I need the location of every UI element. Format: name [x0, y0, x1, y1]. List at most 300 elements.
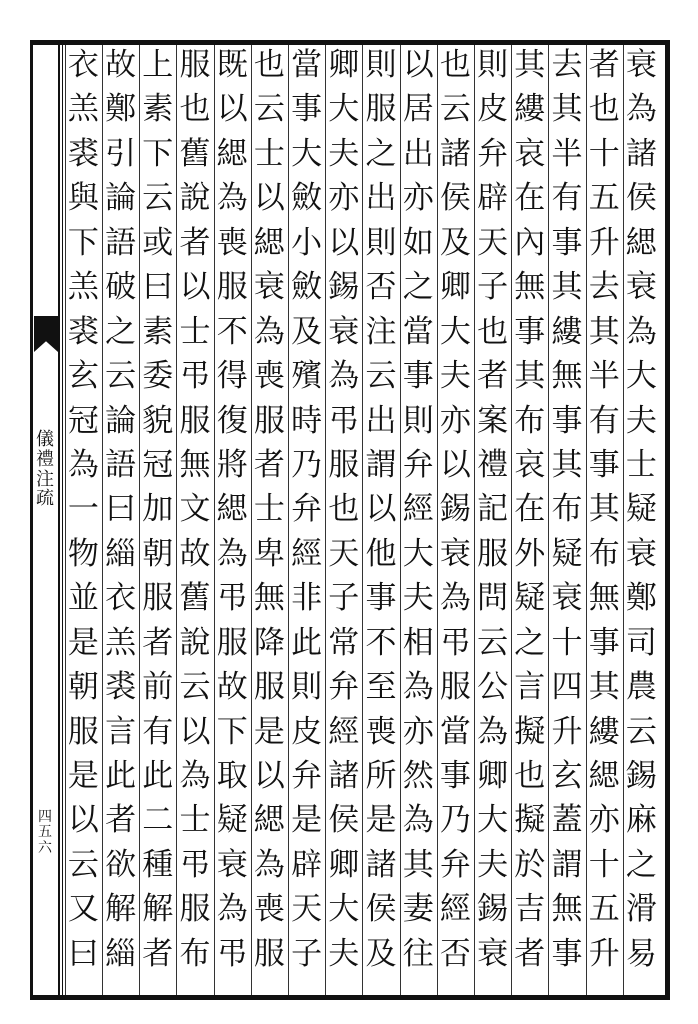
character: 夫 — [328, 135, 360, 172]
character: 服 — [365, 91, 397, 128]
character: 喪 — [253, 358, 285, 395]
text-column — [623, 47, 660, 972]
character: 妻 — [402, 891, 434, 928]
character: 服 — [179, 891, 211, 928]
character: 斂 — [291, 269, 323, 306]
character: 擬 — [514, 713, 546, 750]
column-rule — [139, 45, 140, 995]
character: 其 — [514, 358, 546, 395]
character: 錫 — [328, 269, 360, 306]
character: 下 — [216, 713, 248, 750]
character: 者 — [253, 446, 285, 483]
character: 言 — [105, 713, 137, 750]
character: 縷 — [551, 313, 583, 350]
character: 及 — [291, 313, 323, 350]
character: 也 — [179, 91, 211, 128]
character: 者 — [179, 224, 211, 261]
character: 又 — [67, 891, 99, 928]
character: 士 — [179, 313, 211, 350]
character: 卿 — [477, 758, 509, 794]
character: 乃 — [439, 802, 471, 839]
character: 弔 — [179, 358, 211, 395]
character: 以 — [328, 224, 360, 261]
character: 外 — [514, 535, 546, 572]
character: 為 — [253, 313, 285, 350]
character: 卑 — [253, 535, 285, 572]
character: 半 — [588, 358, 620, 395]
character: 出 — [402, 135, 434, 172]
character: 緦 — [216, 491, 248, 528]
character: 禮 — [477, 446, 509, 483]
character: 所 — [365, 758, 397, 794]
text-column — [586, 47, 623, 972]
character: 大 — [328, 91, 360, 128]
character: 不 — [216, 313, 248, 350]
character: 以 — [67, 802, 99, 839]
character: 相 — [402, 624, 434, 661]
banxin-rule-inner — [62, 40, 63, 1000]
character: 當 — [291, 47, 323, 83]
character: 司 — [625, 624, 657, 661]
character: 事 — [588, 624, 620, 661]
character: 既 — [216, 47, 248, 83]
character: 布 — [514, 402, 546, 439]
character: 玄 — [551, 758, 583, 794]
character: 也 — [439, 47, 471, 83]
character: 以 — [179, 713, 211, 750]
character: 弁 — [328, 669, 360, 706]
character: 天 — [291, 891, 323, 928]
character: 去 — [551, 47, 583, 83]
banxin-rule — [58, 40, 60, 1000]
character: 士 — [253, 135, 285, 172]
text-column — [362, 47, 399, 972]
character: 冠 — [142, 446, 174, 483]
character: 前 — [142, 669, 174, 706]
character: 下 — [142, 135, 174, 172]
character: 侯 — [625, 180, 657, 217]
text-column — [548, 47, 585, 972]
character: 大 — [291, 135, 323, 172]
character: 出 — [365, 402, 397, 439]
character: 下 — [67, 224, 99, 261]
column-rule — [548, 45, 549, 995]
character: 夫 — [477, 846, 509, 883]
character: 如 — [402, 224, 434, 261]
character: 緦 — [588, 758, 620, 794]
character: 羔 — [67, 91, 99, 128]
character: 無 — [179, 446, 211, 483]
character: 為 — [179, 758, 211, 794]
column-rule — [586, 45, 587, 995]
character: 及 — [439, 224, 471, 261]
character: 易 — [625, 935, 657, 972]
character: 是 — [67, 758, 99, 794]
character: 辟 — [291, 846, 323, 883]
character: 皮 — [477, 91, 509, 128]
character: 十 — [588, 846, 620, 883]
text-column — [176, 47, 213, 972]
character: 居 — [402, 91, 434, 128]
character: 殯 — [291, 358, 323, 395]
character: 加 — [142, 491, 174, 528]
character: 服 — [328, 446, 360, 483]
character: 於 — [514, 846, 546, 883]
character: 注 — [365, 313, 397, 350]
character: 哀 — [514, 446, 546, 483]
character: 為 — [216, 891, 248, 928]
character: 縷 — [588, 713, 620, 750]
character: 以 — [253, 758, 285, 794]
character: 云 — [365, 358, 397, 395]
character: 語 — [105, 224, 137, 261]
character: 衰 — [216, 846, 248, 883]
character: 得 — [216, 358, 248, 395]
column-rule — [288, 45, 289, 995]
column-rule — [400, 45, 401, 995]
character: 卿 — [328, 47, 360, 83]
character: 侯 — [365, 891, 397, 928]
character: 者 — [105, 802, 137, 839]
character: 故 — [179, 535, 211, 572]
character: 云 — [625, 713, 657, 750]
character: 為 — [253, 846, 285, 883]
character: 當 — [439, 713, 471, 750]
character: 事 — [514, 313, 546, 350]
character: 弔 — [439, 624, 471, 661]
column-rule — [65, 45, 66, 995]
character: 種 — [142, 846, 174, 883]
character: 服 — [179, 47, 211, 83]
character: 二 — [142, 802, 174, 839]
character: 有 — [551, 180, 583, 217]
column-rule — [474, 45, 475, 995]
character: 事 — [588, 446, 620, 483]
character: 士 — [625, 446, 657, 483]
character: 以 — [179, 269, 211, 306]
column-rule — [251, 45, 252, 995]
character: 解 — [105, 891, 137, 928]
character: 弁 — [439, 846, 471, 883]
character: 衰 — [253, 269, 285, 306]
character: 亦 — [402, 713, 434, 750]
character: 衣 — [105, 580, 137, 617]
character: 素 — [142, 313, 174, 350]
text-column — [400, 47, 437, 972]
character: 士 — [179, 802, 211, 839]
character: 故 — [216, 669, 248, 706]
character: 夫 — [439, 358, 471, 395]
character: 麻 — [625, 802, 657, 839]
text-column — [65, 47, 102, 972]
character: 有 — [588, 402, 620, 439]
character: 此 — [105, 758, 137, 794]
character: 其 — [551, 446, 583, 483]
character: 為 — [477, 713, 509, 750]
character: 縷 — [514, 91, 546, 128]
text-column — [474, 47, 511, 972]
character: 此 — [291, 624, 323, 661]
character: 在 — [514, 491, 546, 528]
character: 亦 — [439, 402, 471, 439]
character: 為 — [328, 358, 360, 395]
character: 常 — [328, 624, 360, 661]
character: 者 — [142, 624, 174, 661]
character: 然 — [402, 758, 434, 794]
character: 農 — [625, 669, 657, 706]
character: 緇 — [105, 935, 137, 972]
character: 服 — [253, 935, 285, 972]
character: 也 — [253, 47, 285, 83]
character: 事 — [291, 91, 323, 128]
character: 記 — [477, 491, 509, 528]
character: 也 — [588, 91, 620, 128]
character: 云 — [477, 624, 509, 661]
character: 十 — [551, 624, 583, 661]
character: 大 — [328, 891, 360, 928]
character: 子 — [291, 935, 323, 972]
character: 也 — [328, 491, 360, 528]
character: 為 — [625, 313, 657, 350]
character: 辟 — [477, 180, 509, 217]
character: 卿 — [328, 846, 360, 883]
character: 朝 — [67, 669, 99, 706]
character: 大 — [477, 802, 509, 839]
character: 曰 — [105, 491, 137, 528]
character: 弔 — [328, 402, 360, 439]
character: 欲 — [105, 846, 137, 883]
character: 語 — [105, 446, 137, 483]
character: 云 — [179, 669, 211, 706]
character: 為 — [216, 535, 248, 572]
character: 時 — [291, 402, 323, 439]
character: 云 — [105, 358, 137, 395]
character: 冠 — [67, 402, 99, 439]
character: 經 — [328, 713, 360, 750]
character: 子 — [477, 269, 509, 306]
character: 云 — [67, 846, 99, 883]
banxin-title: 儀 禮 注 疏 — [36, 429, 54, 510]
character: 升 — [551, 713, 583, 750]
character: 云 — [439, 91, 471, 128]
character: 衰 — [625, 269, 657, 306]
character: 服 — [67, 713, 99, 750]
character: 布 — [179, 935, 211, 972]
character: 在 — [514, 180, 546, 217]
character: 去 — [588, 269, 620, 306]
character: 一 — [67, 491, 99, 528]
character: 及 — [365, 935, 397, 972]
character: 論 — [105, 402, 137, 439]
character: 喪 — [253, 891, 285, 928]
text-column — [251, 47, 288, 972]
character: 降 — [253, 624, 285, 661]
character: 素 — [142, 91, 174, 128]
character: 事 — [551, 402, 583, 439]
character: 之 — [402, 269, 434, 306]
character: 裘 — [67, 135, 99, 172]
character: 是 — [291, 802, 323, 839]
character: 無 — [551, 891, 583, 928]
character: 以 — [253, 180, 285, 217]
character: 故 — [105, 47, 137, 83]
character: 弁 — [291, 758, 323, 794]
character: 哀 — [514, 135, 546, 172]
character: 為 — [625, 91, 657, 128]
character: 為 — [216, 180, 248, 217]
character: 經 — [402, 491, 434, 528]
character: 則 — [365, 224, 397, 261]
character: 斂 — [291, 180, 323, 217]
character: 至 — [365, 669, 397, 706]
character: 緦 — [253, 802, 285, 839]
text-column — [288, 47, 325, 972]
character: 緇 — [105, 535, 137, 572]
character: 也 — [514, 758, 546, 794]
character: 滑 — [625, 891, 657, 928]
text-column — [214, 47, 251, 972]
character: 則 — [365, 47, 397, 83]
character: 者 — [142, 935, 174, 972]
character: 吉 — [514, 891, 546, 928]
text-column — [139, 47, 176, 972]
character: 引 — [105, 135, 137, 172]
character: 侯 — [439, 180, 471, 217]
character: 服 — [477, 535, 509, 572]
character: 夫 — [328, 935, 360, 972]
character: 出 — [365, 180, 397, 217]
character: 論 — [105, 180, 137, 217]
character: 卿 — [439, 269, 471, 306]
character: 案 — [477, 402, 509, 439]
character: 是 — [253, 713, 285, 750]
character: 衣 — [67, 47, 99, 83]
character: 裘 — [67, 313, 99, 350]
character: 弁 — [402, 446, 434, 483]
character: 服 — [216, 269, 248, 306]
character: 諸 — [439, 135, 471, 172]
character: 曰 — [142, 269, 174, 306]
character: 布 — [588, 535, 620, 572]
character: 無 — [253, 580, 285, 617]
character: 十 — [588, 135, 620, 172]
character: 則 — [477, 47, 509, 83]
character: 則 — [291, 669, 323, 706]
character: 是 — [67, 624, 99, 661]
character: 弁 — [477, 135, 509, 172]
character: 舊 — [179, 135, 211, 172]
character: 諸 — [625, 135, 657, 172]
character: 服 — [253, 402, 285, 439]
character: 以 — [439, 446, 471, 483]
character: 云 — [253, 91, 285, 128]
column-rule — [623, 45, 624, 995]
character: 為 — [439, 580, 471, 617]
character: 以 — [365, 491, 397, 528]
character: 其 — [588, 669, 620, 706]
character: 無 — [551, 358, 583, 395]
character: 擬 — [514, 802, 546, 839]
banxin — [34, 50, 58, 990]
character: 往 — [402, 935, 434, 972]
character: 子 — [328, 580, 360, 617]
character: 升 — [588, 935, 620, 972]
character: 大 — [625, 358, 657, 395]
character: 五 — [588, 891, 620, 928]
character: 無 — [588, 580, 620, 617]
character: 大 — [402, 535, 434, 572]
character: 錫 — [477, 891, 509, 928]
character: 半 — [551, 135, 583, 172]
character: 鄭 — [625, 580, 657, 617]
character: 疑 — [514, 580, 546, 617]
character: 亦 — [402, 180, 434, 217]
character: 服 — [179, 402, 211, 439]
character: 上 — [142, 47, 174, 83]
character: 緦 — [625, 224, 657, 261]
character: 經 — [291, 535, 323, 572]
character: 緦 — [253, 224, 285, 261]
character: 事 — [551, 935, 583, 972]
page-number: 四 五 六 — [38, 809, 52, 856]
character: 服 — [142, 580, 174, 617]
character: 言 — [514, 669, 546, 706]
character: 小 — [291, 224, 323, 261]
character: 之 — [514, 624, 546, 661]
character: 弁 — [291, 491, 323, 528]
column-rule — [176, 45, 177, 995]
character: 布 — [551, 491, 583, 528]
character: 弔 — [216, 935, 248, 972]
character: 疑 — [551, 535, 583, 572]
character: 衰 — [439, 535, 471, 572]
character: 取 — [216, 758, 248, 794]
character: 則 — [402, 402, 434, 439]
character: 其 — [402, 846, 434, 883]
character: 云 — [142, 180, 174, 217]
character: 否 — [365, 269, 397, 306]
character: 其 — [514, 47, 546, 83]
text-column — [325, 47, 362, 972]
character: 士 — [253, 491, 285, 528]
character: 五 — [588, 180, 620, 217]
character: 弔 — [179, 846, 211, 883]
character: 疑 — [216, 802, 248, 839]
character: 亦 — [328, 180, 360, 217]
column-rule — [437, 45, 438, 995]
character: 解 — [142, 891, 174, 928]
character: 事 — [365, 580, 397, 617]
character: 或 — [142, 224, 174, 261]
character: 夫 — [625, 402, 657, 439]
character: 是 — [365, 802, 397, 839]
character: 四 — [551, 669, 583, 706]
character: 此 — [142, 758, 174, 794]
character: 為 — [67, 446, 99, 483]
character: 舊 — [179, 580, 211, 617]
character: 衰 — [625, 535, 657, 572]
character: 服 — [439, 669, 471, 706]
character: 者 — [514, 935, 546, 972]
character: 公 — [477, 669, 509, 706]
character: 諸 — [328, 758, 360, 794]
character: 之 — [365, 135, 397, 172]
character: 經 — [439, 891, 471, 928]
character: 曰 — [67, 935, 99, 972]
character: 天 — [328, 535, 360, 572]
character: 其 — [551, 91, 583, 128]
character: 侯 — [328, 802, 360, 839]
